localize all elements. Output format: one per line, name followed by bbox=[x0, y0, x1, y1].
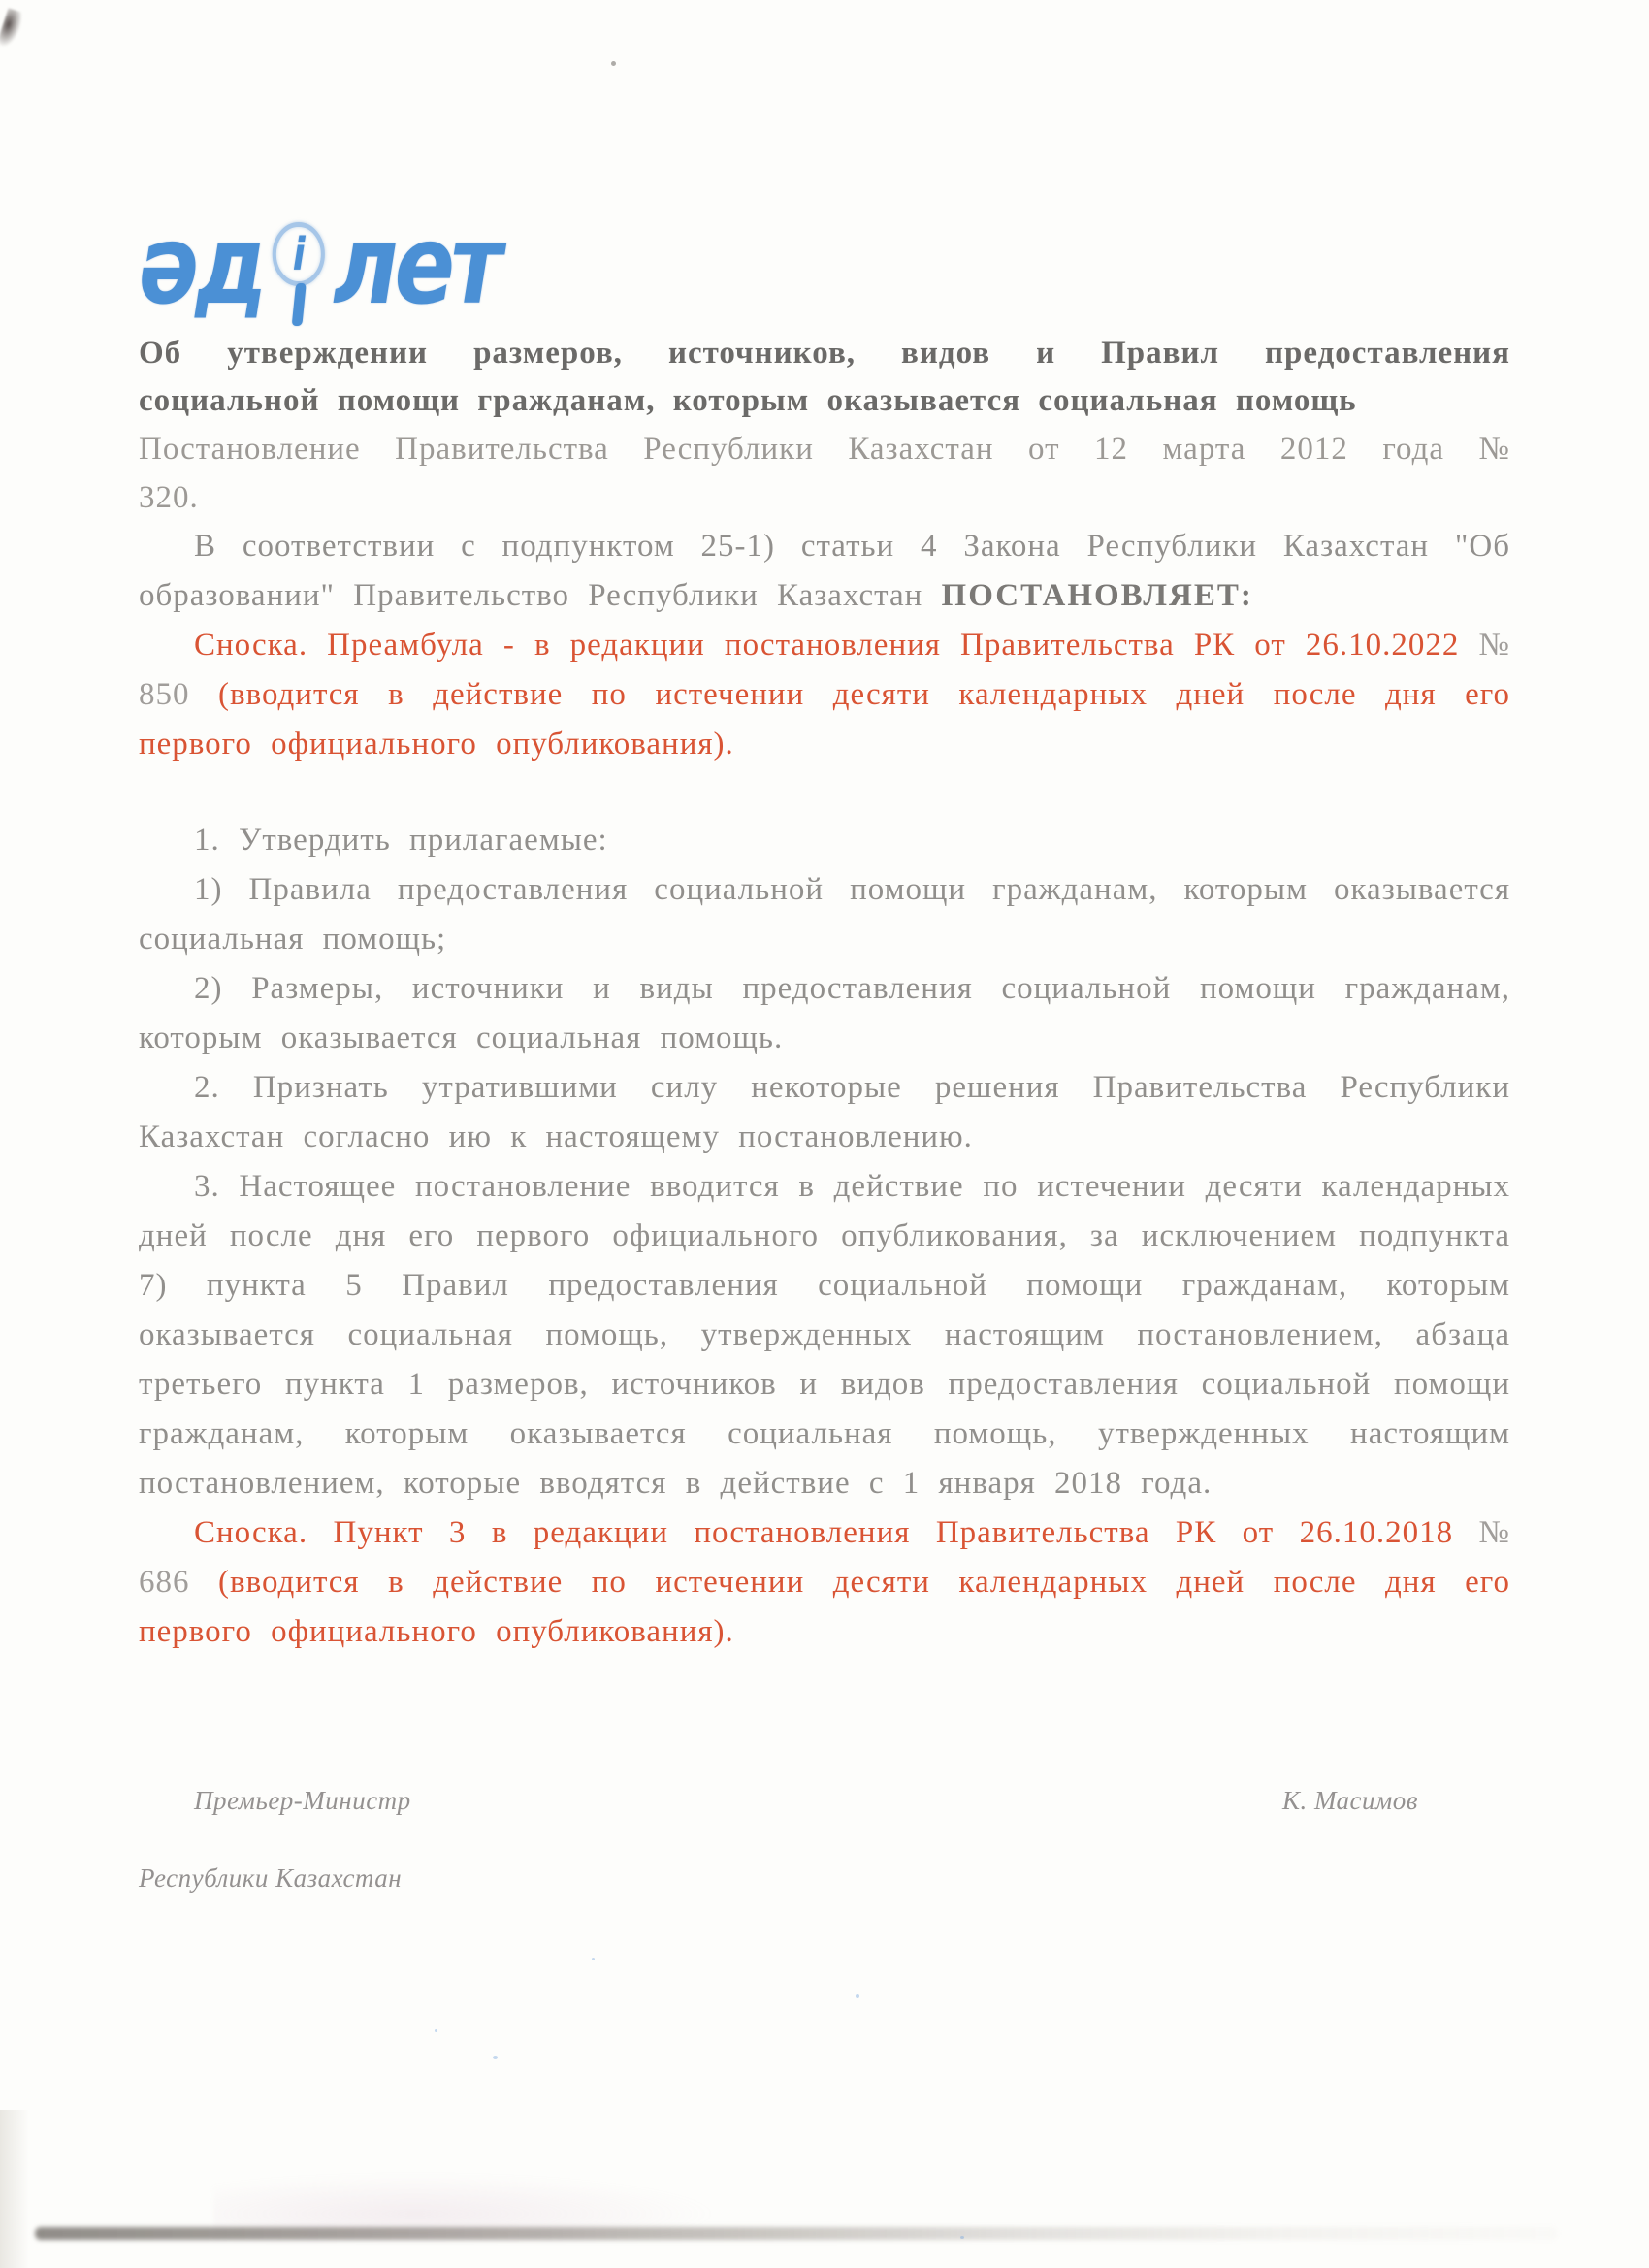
scan-artifact-speckle bbox=[856, 1994, 859, 1998]
footnote-preamble bbox=[139, 621, 1510, 769]
scan-artifact-bottom-edge bbox=[35, 2227, 1558, 2240]
document-content bbox=[139, 0, 1510, 1897]
scan-artifact-corner-mark bbox=[0, 8, 25, 50]
magnifier-handle bbox=[292, 283, 307, 326]
adilet-logo bbox=[139, 192, 1263, 329]
scan-artifact-speckle bbox=[592, 1958, 595, 1960]
footnote-point3 bbox=[139, 1508, 1510, 1657]
preamble-paragraph bbox=[139, 522, 1510, 621]
logo-lens-letter: i bbox=[292, 228, 306, 280]
scan-artifact-left-strip bbox=[0, 2110, 29, 2268]
scan-artifact-speckle bbox=[493, 2056, 498, 2059]
footnote-number: № 850 bbox=[139, 628, 1510, 712]
footnote-red-text: Сноска. Пункт 3 в редакции постановления Правительства РК от 26.10.2018 bbox=[194, 1515, 1479, 1550]
scan-artifact-dot bbox=[611, 61, 616, 66]
decree-paragraph-2: 2. Признать утратившими силу некоторые решения Правительства Республики Казахстан согласно ию к настоящему постановлению. bbox=[139, 1070, 1510, 1154]
decree-paragraph-3: 3. Настоящее постановление вводится в действие по истечении десяти календарных дней после дня его первого официального опубликования, за исключением подпункта 7) пункта 5 Правил предоставления социальной помощи гражданам, которым оказывается социальная помощь, утвержденных настоящим постановлением, абзаца третьего пункта 1 размеров, источников и видов предоставления социальной помощи гражданам, которым оказывается социальная помощь, утвержденных настоящим постановлением, которые вводятся в действие с 1 января 2018 года. bbox=[139, 1169, 1510, 1501]
decree-word: ПОСТАНОВЛЯЕТ: bbox=[941, 578, 1253, 613]
decree-meta-line1: Постановление Правительства Республики Казахстан от 12 марта 2012 года № bbox=[139, 432, 1510, 467]
logo-text-post: лет bbox=[333, 202, 499, 329]
scan-artifact-speckle bbox=[435, 2029, 437, 2032]
footnote-red-text: (вводится в действие по истечении десяти календарных дней после дня его первого официального опубликования). bbox=[139, 1565, 1510, 1649]
signature-row-2 bbox=[139, 1859, 1510, 1897]
magnifier-lens-circle bbox=[273, 222, 325, 286]
signature-role-line2: Республики Казахстан bbox=[139, 1863, 403, 1893]
document-title: Об утверждении размеров, источников, видов и Правил предоставления социальной помощи гражданам, которым оказывается социальная помощь bbox=[139, 336, 1510, 418]
signature-name: К. Масимов bbox=[1282, 1786, 1418, 1815]
decree-meta-line2: 320. bbox=[139, 480, 199, 515]
decree-paragraph-1-2: 2) Размеры, источники и виды предоставления социальной помощи гражданам, которым оказывается социальная помощь. bbox=[139, 971, 1510, 1055]
decree-paragraph-1-1: 1) Правила предоставления социальной помощи гражданам, которым оказывается социальная помощь; bbox=[139, 872, 1510, 956]
footnote-number: № 686 bbox=[139, 1515, 1510, 1600]
signature-row-1 bbox=[139, 1781, 1510, 1820]
decree-paragraph-1: 1. Утвердить прилагаемые: bbox=[194, 823, 608, 858]
magnifier-icon bbox=[268, 222, 330, 326]
preamble-text: В соответствии с подпунктом 25-1) статьи 4 Закона Республики Казахстан "Об образовании" Правительство Республики Казахстан bbox=[139, 529, 1510, 613]
signature-role-line1: Премьер-Министр bbox=[194, 1786, 411, 1815]
logo-text-pre: әд bbox=[139, 202, 264, 329]
scan-artifact-speckle bbox=[960, 2236, 964, 2239]
footnote-red-text: Сноска. Преамбула - в редакции постановления Правительства РК от 26.10.2022 bbox=[194, 628, 1479, 663]
footnote-red-text: (вводится в действие по истечении десяти календарных дней после дня его первого официального опубликования). bbox=[139, 677, 1510, 761]
